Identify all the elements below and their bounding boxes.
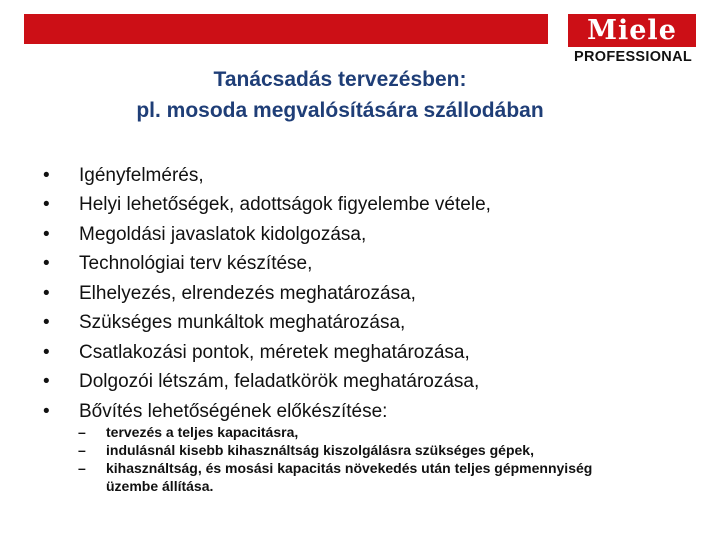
bullet-marker: • — [43, 223, 50, 245]
bullet-text: Dolgozói létszám, feladatkörök meghatározása, — [79, 371, 480, 393]
title-line-2: pl. mosoda megvalósítására szállodában — [136, 99, 544, 122]
header-red-bar — [24, 14, 548, 44]
bullet-text: Helyi lehetőségek, adottságok figyelembe vétele, — [79, 194, 491, 216]
bullet-text: Elhelyezés, elrendezés meghatározása, — [79, 282, 416, 304]
bullet-marker: • — [43, 400, 50, 422]
bullet-item — [43, 220, 491, 250]
bullet-item — [43, 191, 491, 221]
bullet-text: Csatlakozási pontok, méretek meghatározása, — [79, 341, 470, 363]
bullet-marker: • — [43, 312, 50, 334]
miele-logo — [568, 14, 696, 47]
bullet-marker: • — [43, 341, 50, 363]
bullet-text: Igényfelmérés, — [79, 164, 204, 186]
bullet-text: Szükséges munkáltok meghatározása, — [79, 312, 406, 334]
slide-title — [60, 64, 620, 126]
bullet-item — [43, 368, 491, 398]
bullet-marker: • — [43, 194, 50, 216]
sub-item — [78, 459, 638, 495]
bullet-item — [43, 161, 491, 191]
dash-marker: – — [78, 460, 86, 476]
bullet-item — [43, 309, 491, 339]
title-line-1: Tanácsadás tervezésben: — [213, 68, 467, 91]
bullet-text: Technológiai terv készítése, — [79, 253, 313, 275]
bullet-item — [43, 279, 491, 309]
sub-item — [78, 423, 638, 441]
bullet-item — [43, 338, 491, 368]
dash-marker: – — [78, 424, 86, 440]
bullet-marker: • — [43, 164, 50, 186]
dash-marker: – — [78, 442, 86, 458]
sub-list — [78, 423, 638, 495]
bullet-marker: • — [43, 253, 50, 275]
sub-item — [78, 441, 638, 459]
sub-text: tervezés a teljes kapacitásra, — [106, 424, 299, 440]
bullet-text: Megoldási javaslatok kidolgozása, — [79, 223, 367, 245]
bullet-list — [43, 161, 491, 427]
sub-text: kihasználtság, és mosási kapacitás növekedés után teljes gépmennyiség üzembe állítása. — [106, 460, 593, 494]
bullet-marker: • — [43, 282, 50, 304]
bullet-item — [43, 250, 491, 280]
logo-brand-text: Miele — [587, 15, 677, 46]
bullet-text: Bővítés lehetőségének előkészítése: — [79, 400, 388, 422]
bullet-marker: • — [43, 371, 50, 393]
logo-subtitle: PROFESSIONAL — [574, 49, 692, 65]
sub-text: indulásnál kisebb kihasználtság kiszolgálásra szükséges gépek, — [106, 442, 534, 458]
